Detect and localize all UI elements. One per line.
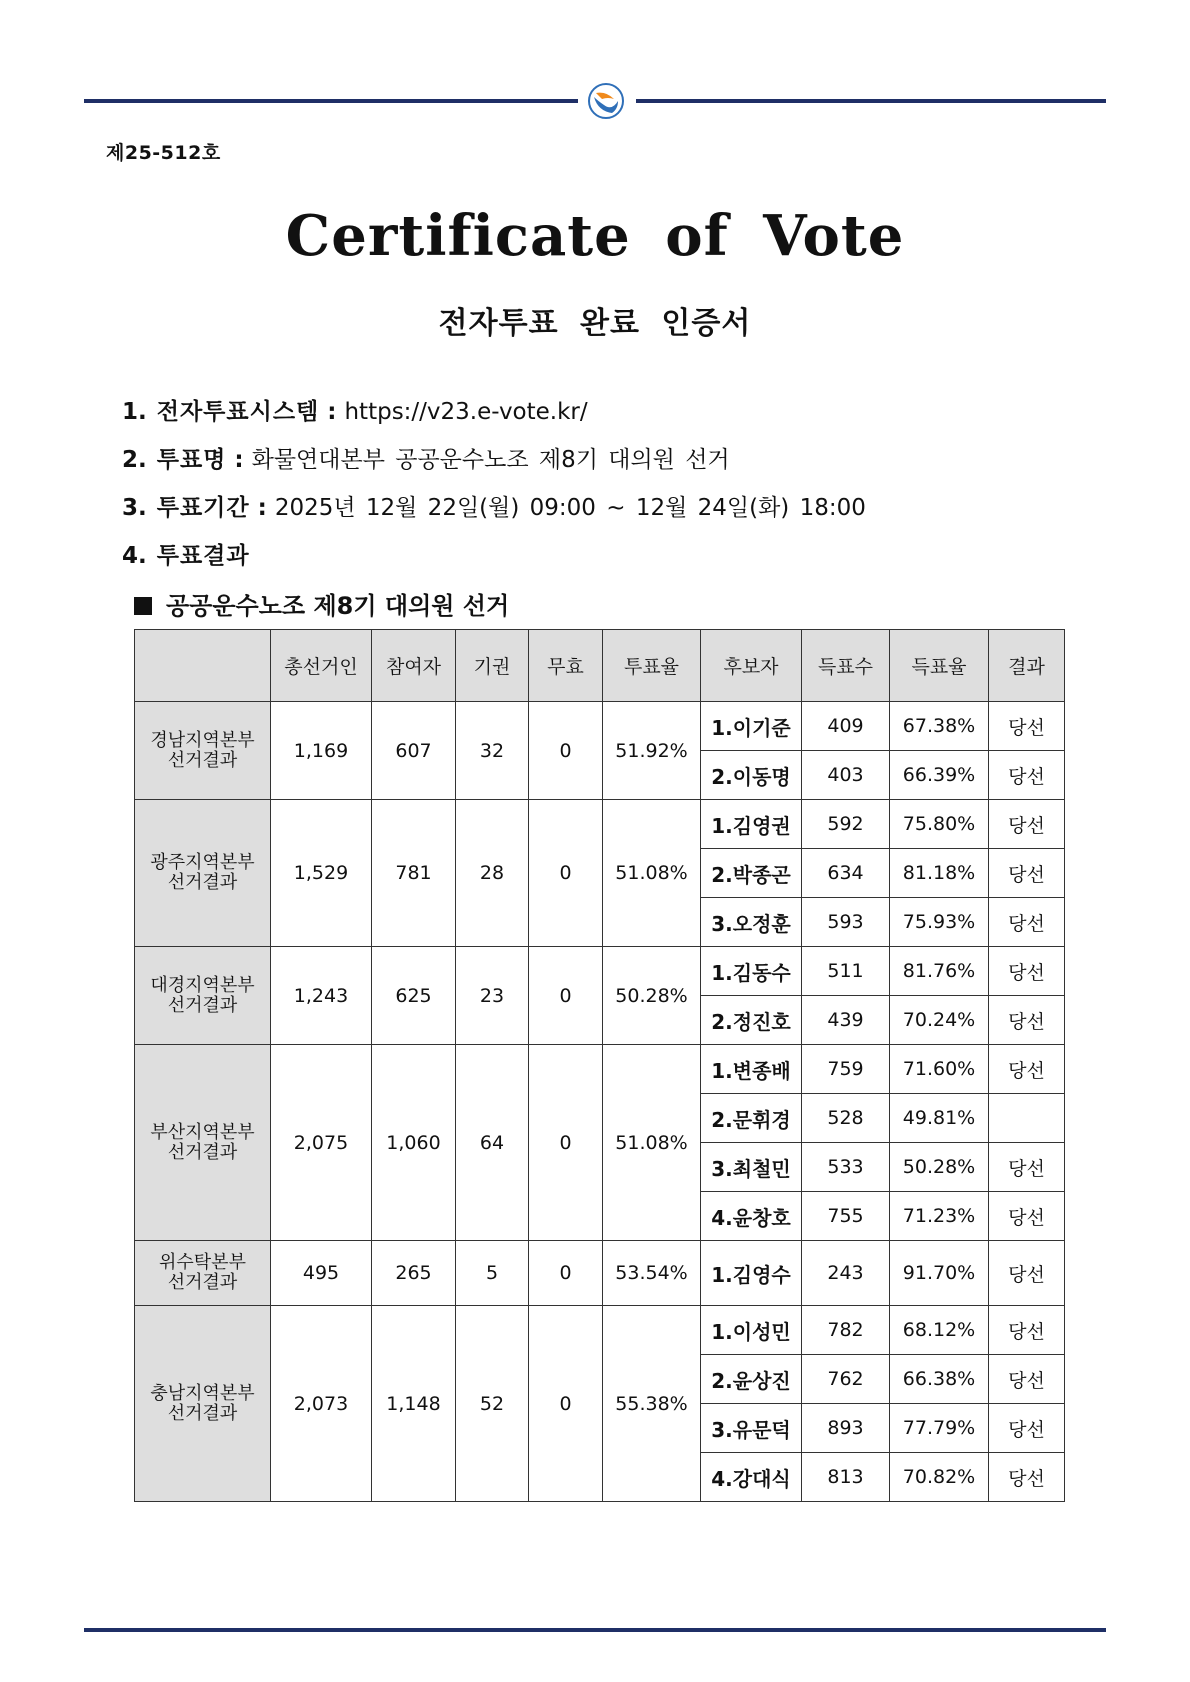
region-subtitle: 선거결과 bbox=[167, 749, 238, 771]
region-name: 광주지역본부 bbox=[150, 852, 255, 873]
vote-rate-cell: 66.38% bbox=[890, 1355, 989, 1404]
participants-cell: 1,148 bbox=[372, 1306, 456, 1502]
info-value: https://v23.e-vote.kr/ bbox=[344, 399, 588, 425]
vote-rate-cell: 91.70% bbox=[890, 1241, 989, 1306]
invalid-cell: 0 bbox=[529, 1241, 603, 1306]
region-name-cell bbox=[135, 947, 271, 1045]
result-cell: 당선 bbox=[989, 1404, 1065, 1453]
candidate-name-cell: 1.변종배 bbox=[701, 1045, 802, 1094]
info-line-vote-results bbox=[122, 537, 250, 570]
vote-rate-cell: 71.23% bbox=[890, 1192, 989, 1241]
participants-cell: 265 bbox=[372, 1241, 456, 1306]
bottom-rule bbox=[84, 1628, 1106, 1632]
info-colon: : bbox=[257, 495, 267, 521]
table-body bbox=[135, 702, 1065, 1502]
region-name-cell bbox=[135, 1306, 271, 1502]
table-row bbox=[135, 800, 1065, 849]
info-number: 1. bbox=[122, 399, 147, 425]
certificate-title: Certificate of Vote bbox=[285, 203, 905, 269]
turnout-cell: 55.38% bbox=[603, 1306, 701, 1502]
abstain-cell: 64 bbox=[456, 1045, 529, 1241]
region-subtitle: 선거결과 bbox=[167, 872, 238, 893]
vote-rate-cell: 66.39% bbox=[890, 751, 989, 800]
result-cell bbox=[989, 1094, 1065, 1143]
certificate-subtitle: 전자투표 완료 인증서 bbox=[438, 306, 752, 341]
votes-cell: 813 bbox=[802, 1453, 890, 1502]
top-rule-right bbox=[636, 99, 1106, 103]
square-bullet-icon bbox=[134, 597, 152, 615]
header-cell: 총선거인 bbox=[271, 630, 372, 702]
info-value: 2025년 12월 22일(월) 09:00 ~ 12월 24일(화) 18:00 bbox=[274, 495, 866, 521]
vote-rate-cell: 71.60% bbox=[890, 1045, 989, 1094]
turnout-cell: 53.54% bbox=[603, 1241, 701, 1306]
region-name-cell bbox=[135, 1045, 271, 1241]
result-cell: 당선 bbox=[989, 898, 1065, 947]
vote-rate-cell: 49.81% bbox=[890, 1094, 989, 1143]
invalid-cell: 0 bbox=[529, 947, 603, 1045]
header-cell: 무효 bbox=[529, 630, 603, 702]
region-subtitle: 선거결과 bbox=[167, 1272, 238, 1293]
info-line-system bbox=[122, 393, 588, 426]
invalid-cell: 0 bbox=[529, 1045, 603, 1241]
table-row bbox=[135, 1306, 1065, 1355]
region-name-cell bbox=[135, 702, 271, 800]
result-cell: 당선 bbox=[989, 849, 1065, 898]
result-cell: 당선 bbox=[989, 947, 1065, 996]
votes-cell: 439 bbox=[802, 996, 890, 1045]
turnout-cell: 51.92% bbox=[603, 702, 701, 800]
region-subtitle: 선거결과 bbox=[167, 994, 238, 1016]
vote-rate-cell: 81.18% bbox=[890, 849, 989, 898]
result-cell: 당선 bbox=[989, 751, 1065, 800]
table-row bbox=[135, 1241, 1065, 1306]
candidate-name-cell: 4.강대식 bbox=[701, 1453, 802, 1502]
invalid-cell: 0 bbox=[529, 1306, 603, 1502]
document-number: 제25-512호 bbox=[106, 142, 221, 164]
result-cell: 당선 bbox=[989, 996, 1065, 1045]
vote-rate-cell: 68.12% bbox=[890, 1306, 989, 1355]
region-name: 대경지역본부 bbox=[150, 974, 255, 996]
votes-cell: 634 bbox=[802, 849, 890, 898]
result-cell: 당선 bbox=[989, 800, 1065, 849]
region-name: 충남지역본부 bbox=[150, 1382, 255, 1404]
info-label: 투표명 bbox=[156, 447, 227, 473]
header-cell: 결과 bbox=[989, 630, 1065, 702]
header-cell bbox=[135, 630, 271, 702]
votes-cell: 755 bbox=[802, 1192, 890, 1241]
turnout-cell: 50.28% bbox=[603, 947, 701, 1045]
turnout-cell: 51.08% bbox=[603, 1045, 701, 1241]
invalid-cell: 0 bbox=[529, 702, 603, 800]
region-name: 경남지역본부 bbox=[150, 729, 255, 751]
invalid-cell: 0 bbox=[529, 800, 603, 947]
participants-cell: 781 bbox=[372, 800, 456, 947]
info-line-vote-period bbox=[122, 489, 866, 522]
result-cell: 당선 bbox=[989, 1355, 1065, 1404]
header-cell: 투표율 bbox=[603, 630, 701, 702]
abstain-cell: 28 bbox=[456, 800, 529, 947]
candidate-name-cell: 3.최철민 bbox=[701, 1143, 802, 1192]
votes-cell: 243 bbox=[802, 1241, 890, 1306]
abstain-cell: 52 bbox=[456, 1306, 529, 1502]
turnout-cell: 51.08% bbox=[603, 800, 701, 947]
candidate-name-cell: 3.유문덕 bbox=[701, 1404, 802, 1453]
vote-rate-cell: 70.82% bbox=[890, 1453, 989, 1502]
votes-cell: 762 bbox=[802, 1355, 890, 1404]
total-voters-cell: 495 bbox=[271, 1241, 372, 1306]
total-voters-cell: 1,529 bbox=[271, 800, 372, 947]
section-heading bbox=[134, 586, 509, 621]
region-name-cell bbox=[135, 1241, 271, 1306]
candidate-name-cell: 3.오정훈 bbox=[701, 898, 802, 947]
candidate-name-cell: 1.이기준 bbox=[701, 702, 802, 751]
info-line-vote-name bbox=[122, 441, 730, 474]
header-cell: 득표수 bbox=[802, 630, 890, 702]
candidate-name-cell: 2.박종곤 bbox=[701, 849, 802, 898]
vote-rate-cell: 50.28% bbox=[890, 1143, 989, 1192]
header-cell: 참여자 bbox=[372, 630, 456, 702]
candidate-name-cell: 1.김동수 bbox=[701, 947, 802, 996]
vote-rate-cell: 81.76% bbox=[890, 947, 989, 996]
votes-cell: 759 bbox=[802, 1045, 890, 1094]
candidate-name-cell: 2.문휘경 bbox=[701, 1094, 802, 1143]
section-heading-text: 공공운수노조 제8기 대의원 선거 bbox=[166, 592, 510, 620]
info-label: 전자투표시스템 bbox=[156, 399, 320, 425]
table-row bbox=[135, 1045, 1065, 1094]
table-row bbox=[135, 702, 1065, 751]
candidate-name-cell: 1.이성민 bbox=[701, 1306, 802, 1355]
abstain-cell: 5 bbox=[456, 1241, 529, 1306]
total-voters-cell: 1,169 bbox=[271, 702, 372, 800]
result-cell: 당선 bbox=[989, 1045, 1065, 1094]
candidate-name-cell: 2.정진호 bbox=[701, 996, 802, 1045]
participants-cell: 625 bbox=[372, 947, 456, 1045]
info-number: 2. bbox=[122, 447, 147, 473]
result-cell: 당선 bbox=[989, 702, 1065, 751]
top-rule-left bbox=[84, 99, 578, 103]
candidate-name-cell: 2.윤상진 bbox=[701, 1355, 802, 1404]
candidate-name-cell: 1.김영수 bbox=[701, 1241, 802, 1306]
abstain-cell: 23 bbox=[456, 947, 529, 1045]
table-header-row bbox=[135, 630, 1065, 702]
votes-cell: 528 bbox=[802, 1094, 890, 1143]
result-cell: 당선 bbox=[989, 1306, 1065, 1355]
region-name: 위수탁본부 bbox=[159, 1252, 246, 1273]
total-voters-cell: 1,243 bbox=[271, 947, 372, 1045]
vote-rate-cell: 75.80% bbox=[890, 800, 989, 849]
votes-cell: 893 bbox=[802, 1404, 890, 1453]
info-number: 3. bbox=[122, 495, 147, 521]
result-cell: 당선 bbox=[989, 1453, 1065, 1502]
vote-results-table bbox=[134, 629, 1065, 1502]
participants-cell: 607 bbox=[372, 702, 456, 800]
result-cell: 당선 bbox=[989, 1241, 1065, 1306]
info-colon: : bbox=[234, 447, 244, 473]
header-cell: 득표율 bbox=[890, 630, 989, 702]
participants-cell: 1,060 bbox=[372, 1045, 456, 1241]
region-subtitle: 선거결과 bbox=[167, 1402, 238, 1424]
votes-cell: 511 bbox=[802, 947, 890, 996]
abstain-cell: 32 bbox=[456, 702, 529, 800]
info-number: 4. bbox=[122, 543, 147, 569]
candidate-name-cell: 4.윤창호 bbox=[701, 1192, 802, 1241]
info-label: 투표기간 bbox=[156, 495, 250, 521]
candidate-name-cell: 1.김영권 bbox=[701, 800, 802, 849]
total-voters-cell: 2,073 bbox=[271, 1306, 372, 1502]
info-value: 화물연대본부 공공운수노조 제8기 대의원 선거 bbox=[251, 447, 730, 473]
info-colon: : bbox=[327, 399, 337, 425]
votes-cell: 409 bbox=[802, 702, 890, 751]
region-subtitle: 선거결과 bbox=[167, 1141, 238, 1163]
candidate-name-cell: 2.이동명 bbox=[701, 751, 802, 800]
table-row bbox=[135, 947, 1065, 996]
organization-logo-icon bbox=[588, 83, 624, 119]
total-voters-cell: 2,075 bbox=[271, 1045, 372, 1241]
votes-cell: 782 bbox=[802, 1306, 890, 1355]
votes-cell: 593 bbox=[802, 898, 890, 947]
info-label: 투표결과 bbox=[156, 543, 250, 569]
votes-cell: 403 bbox=[802, 751, 890, 800]
vote-rate-cell: 67.38% bbox=[890, 702, 989, 751]
result-cell: 당선 bbox=[989, 1192, 1065, 1241]
region-name-cell bbox=[135, 800, 271, 947]
votes-cell: 533 bbox=[802, 1143, 890, 1192]
region-name: 부산지역본부 bbox=[150, 1121, 255, 1143]
votes-cell: 592 bbox=[802, 800, 890, 849]
header-cell: 후보자 bbox=[701, 630, 802, 702]
vote-rate-cell: 77.79% bbox=[890, 1404, 989, 1453]
vote-rate-cell: 70.24% bbox=[890, 996, 989, 1045]
result-cell: 당선 bbox=[989, 1143, 1065, 1192]
vote-rate-cell: 75.93% bbox=[890, 898, 989, 947]
header-cell: 기권 bbox=[456, 630, 529, 702]
